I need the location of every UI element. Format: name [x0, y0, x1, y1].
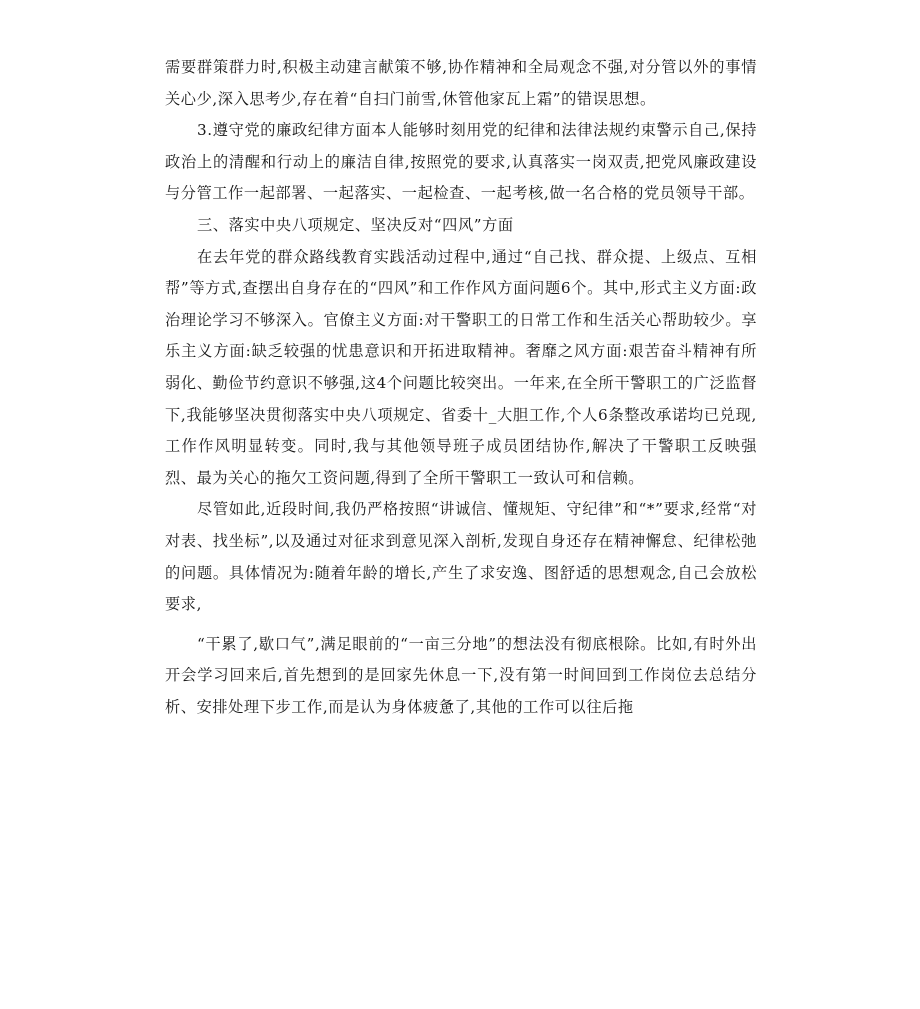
document-body: [165, 52, 757, 723]
paragraph-1: 需要群策群力时,积极主动建言献策不够,协作精神和全局观念不强,对分管以外的事情关心少,深入思考少,存在着“自扫门前雪,休管他家瓦上霜”的错误思想。: [165, 58, 757, 108]
paragraph-5: 尽管如此,近段时间,我仍严格按照“讲诚信、懂规矩、守纪律”和“*”要求,经常“对对表、找坐标”,以及通过对征求到意见深入剖析,发现自身还存在精神懈怠、纪律松弛的问题。具体情况为:随着年龄的增长,产生了求安逸、图舒适的思想观念,自己会放松要求,: [165, 500, 757, 614]
section-heading: 三、落实中央八项规定、坚决反对“四风”方面: [197, 215, 514, 234]
paragraph-4: 在去年党的群众路线教育实践活动过程中,通过“自己找、群众提、上级点、互相帮”等方式,查摆出自身存在的“四风”和工作作风方面问题6个。其中,形式主义方面:政治理论学习不够深入。官僚主义方面:对干警职工的日常工作和生活关心帮助较少。享乐主义方面:缺乏较强的忧患意识和开拓进取精神。奢靡之风方面:艰苦奋斗精神有所弱化、勤俭节约意识不够强,这4个问题比较突出。一年来,在全所干警职工的广泛监督下,我能够坚决贯彻落实中央八项规定、省委十_大胆工作,个人6条整改承诺均已兑现,工作作风明显转变。同时,我与其他领导班子成员团结协作,解决了干警职工反映强烈、最为关心的拖欠工资问题,得到了全所干警职工一致认可和信赖。: [165, 247, 757, 487]
paragraph-2: 3.遵守党的廉政纪律方面本人能够时刻用党的纪律和法律法规约束警示自己,保持政治上的清醒和行动上的廉洁自律,按照党的要求,认真落实一岗双责,把党风廉政建设与分管工作一起部署、一起落实、一起检查、一起考核,做一名合格的党员领导干部。: [165, 121, 757, 203]
paragraph-6: “干累了,歇口气”,满足眼前的“一亩三分地”的想法没有彻底根除。比如,有时外出开会学习回来后,首先想到的是回家先休息一下,没有第一时间回到工作岗位去总结分析、安排处理下步工作,而是认为身体疲惫了,其他的工作可以往后拖: [165, 634, 757, 716]
